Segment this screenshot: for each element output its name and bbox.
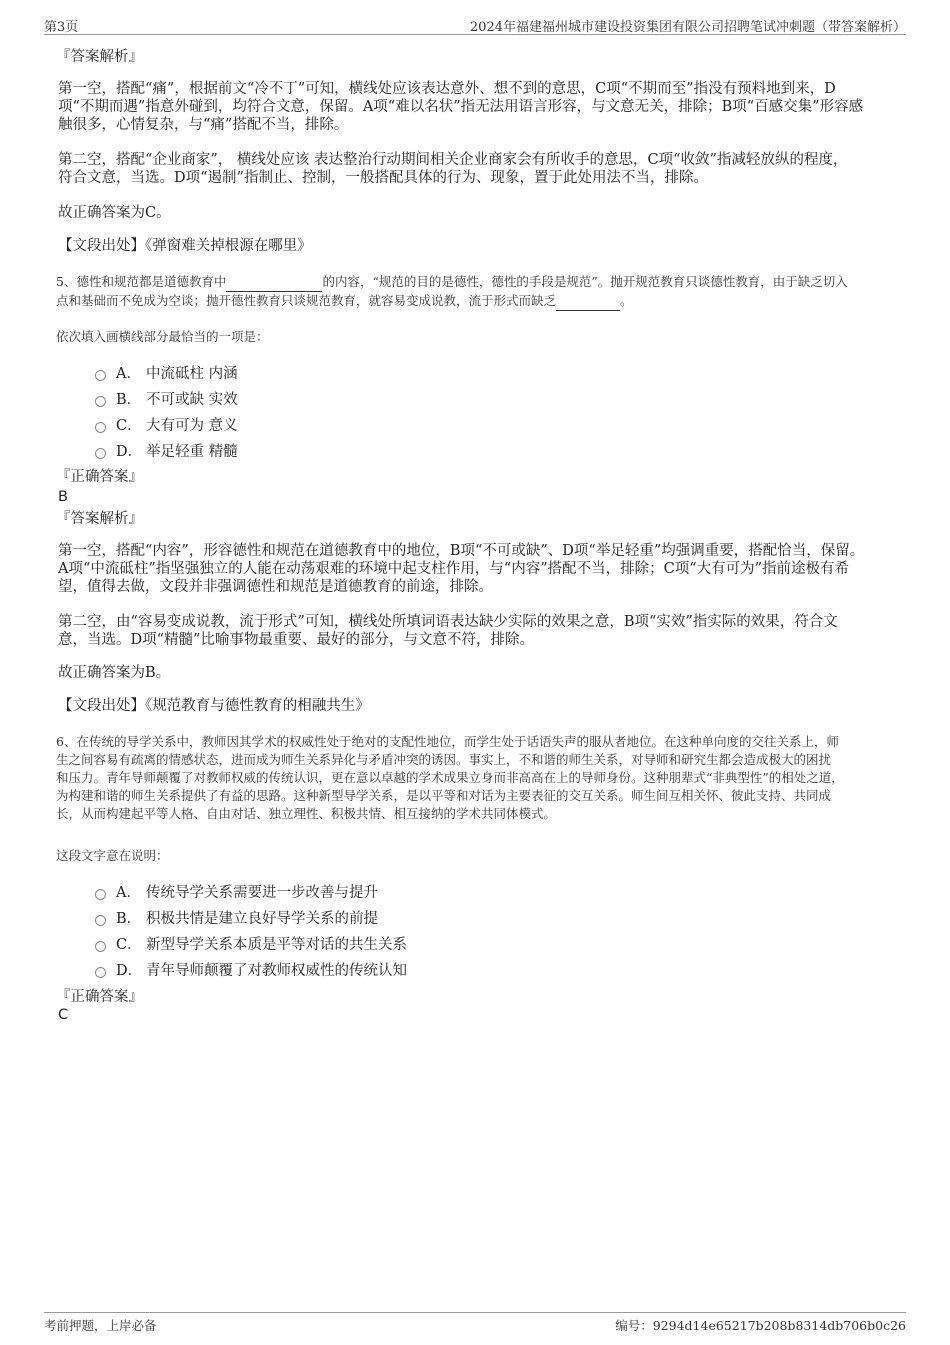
q6-option-a[interactable]: A． 传统导学关系需要进一步改善与提升	[95, 881, 378, 901]
q5-stem: 5、德性和规范都是道德教育中 的内容，“规范的目的是德性，德性的手段是规范”。抛开规范教育只谈德性教育，由于缺乏切入 点和基础而不免成为空谈；抛开德性教育只谈规范教育，就容易变成说教，流于形式而缺乏 。	[56, 273, 896, 311]
q5-analysis-p2: 第二空，由“容易变成说教，流于形式”可知，横线处所填词语表达缺少实际的效果之意，B项“实效”指实际的效果，符合文 意，当选。D项“精髓”比喻事物最重要、最好的部分，与文意不符，排除。	[58, 614, 838, 648]
q5-conclusion: 故正确答案为B。	[58, 665, 171, 681]
q6-answer: C	[58, 1007, 69, 1023]
answer-label: 『正确答案』	[56, 469, 143, 485]
radio-icon[interactable]	[95, 915, 106, 926]
q5-answer: B	[58, 489, 68, 505]
q5-option-d[interactable]: D． 举足轻重 精髓	[95, 440, 238, 460]
document-title: 2024年福建福州城市建设投资集团有限公司招聘笔试冲刺题（带答案解析）	[469, 20, 906, 35]
q5-option-a[interactable]: A． 中流砥柱 内涵	[95, 362, 238, 382]
page-number: 第3页	[44, 20, 79, 35]
q6-option-d[interactable]: D． 青年导师颠覆了对教师权威性的传统认知	[95, 959, 407, 979]
fill-blank	[226, 273, 322, 292]
radio-icon[interactable]	[95, 967, 106, 978]
q6-option-b[interactable]: B． 积极共情是建立良好导学关系的前提	[95, 907, 378, 927]
radio-icon[interactable]	[95, 941, 106, 952]
q5-source: 【文段出处】《规范教育与德性教育的相融共生》	[58, 698, 370, 714]
q4-analysis-p2: 第二空，搭配“企业商家”， 横线处应该 表达整治行动期间相关企业商家会有所收手的意思，C项“收敛”指减轻放纵的程度， 符合文意，当选。D项“遏制”指制止、控制，一般搭配具体的行为、现象，置于此处用法不当，排除。	[58, 152, 848, 186]
analysis-label: 『答案解析』	[56, 49, 143, 65]
q5-option-b[interactable]: B． 不可或缺 实效	[95, 388, 238, 408]
q4-source: 【文段出处】《弹窗难关掉根源在哪里》	[58, 238, 312, 254]
fill-blank	[556, 292, 620, 311]
answer-label: 『正确答案』	[56, 989, 143, 1005]
q4-analysis-p1: 第一空，搭配“痛”，根据前文“冷不丁”可知，横线处应该表达意外、想不到的意思，C项“不期而至”指没有预料地到来，D 项“不期而遇”指意外碰到，均符合文意，保留。A项“难以名状”指无法用语言形容，与文意无关，排除；B项“百感交集”形容感 触很多，心情复杂，与“痛”搭配不当，排除。	[58, 81, 864, 133]
radio-icon[interactable]	[95, 396, 106, 407]
q4-conclusion: 故正确答案为C。	[58, 205, 171, 221]
radio-icon[interactable]	[95, 889, 106, 900]
radio-icon[interactable]	[95, 370, 106, 381]
page-header	[44, 14, 906, 35]
footer-slogan: 考前押题，上岸必备	[44, 1318, 157, 1333]
q6-stem: 6、在传统的导学关系中，教师因其学术的权威性处于绝对的支配性地位，而学生处于话语失声的服从者地位。在这种单向度的交往关系上，师 生之间容易有疏离的情感状态，进而成为师生关系异化与矛盾冲突的诱因。事实上，不和谐的师生关系，对导师和研究生都会造成极大的困扰 和压力。青年导师颠覆了对教师权威的传统认识，更在意以卓越的学术成果立身而非高高在上的导师身份。这种朋辈式“非典型性”的相处之道， 为构建和谐的师生关系提供了有益的思路。这种新型导学关系，是以平等和对话为主要表征的交互关系。师生间互相关怀、彼此支持、共同成 长，从而构建起平等人格、自由对话、独立理性、积极共情、相互接纳的学术共同体模式。	[56, 734, 844, 821]
analysis-label: 『答案解析』	[56, 511, 143, 527]
q5-option-c[interactable]: C． 大有可为 意义	[95, 414, 238, 434]
document-id: 编号：9294d14e65217b208b8314db706b0c26	[615, 1318, 906, 1333]
page-footer	[44, 1312, 906, 1339]
q5-analysis-p1: 第一空，搭配“内容”，形容德性和规范在道德教育中的地位，B项“不可或缺”、D项“举足轻重”均强调重要，搭配恰当，保留。 A项“中流砥柱”指坚强独立的人能在动荡艰难的环境中起支柱作用，与“内容”搭配不当，排除；C项“大有可为”指前途极有希 望，值得去做，文段并非强调德性和规范是道德教育的前途，排除。	[58, 543, 865, 595]
q5-prompt: 依次填入画横线部分最恰当的一项是：	[56, 329, 269, 344]
q6-option-c[interactable]: C． 新型导学关系本质是平等对话的共生关系	[95, 933, 407, 953]
radio-icon[interactable]	[95, 422, 106, 433]
q6-prompt: 这段文字意在说明：	[56, 848, 169, 863]
radio-icon[interactable]	[95, 448, 106, 459]
